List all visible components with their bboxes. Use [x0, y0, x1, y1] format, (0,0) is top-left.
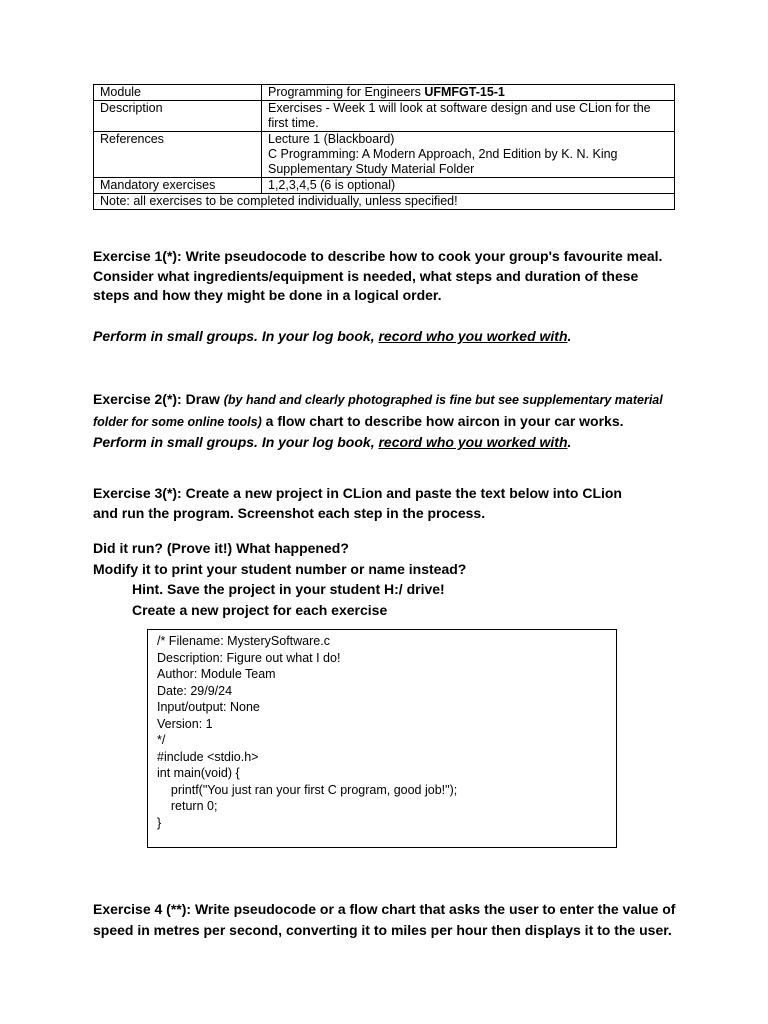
table-label-references: References	[94, 132, 262, 178]
exercise-3-hint-2: Create a new project for each exercise	[132, 601, 388, 618]
table-label-module: Module	[94, 85, 262, 101]
table-note: Note: all exercises to be completed individually, unless specified!	[94, 194, 675, 210]
table-row	[94, 178, 675, 194]
code-line: Date: 29/9/24	[157, 683, 233, 698]
perform-period: .	[567, 434, 572, 450]
table-value-module	[262, 85, 675, 101]
exercise-2-perform	[93, 433, 678, 453]
module-code: UFMFGT-15-1	[424, 85, 505, 99]
code-line: #include <stdio.h>	[157, 749, 259, 764]
module-name: Programming for Engineers	[268, 85, 425, 99]
table-row	[94, 132, 675, 178]
table-row	[94, 194, 675, 210]
table-value-description: Exercises - Week 1 will look at software design and use CLion for the first time.	[262, 101, 675, 132]
exercise-1-text: Exercise 1(*): Write pseudocode to describe how to cook your group's favourite meal. Consider what ingredients/equipment is needed, what steps and duration of these steps and how they might be done in a logical order.	[93, 248, 663, 303]
reference-item: Lecture 1 (Blackboard)	[268, 132, 395, 146]
exercise-3-question-2: Modify it to print your student number or name instead?	[93, 560, 467, 577]
table-label-mandatory: Mandatory exercises	[94, 178, 262, 194]
reference-item: Supplementary Study Material Folder	[268, 162, 475, 176]
exercise-3-hint-1: Hint. Save the project in your student H:/ drive!	[132, 581, 445, 597]
reference-item: C Programming: A Modern Approach, 2nd Edition by K. N. King	[268, 147, 618, 161]
table-value-mandatory: 1,2,3,4,5 (6 is optional)	[262, 178, 675, 194]
exercise-3-questions	[93, 538, 678, 620]
code-line: /* Filename: MysterySoftware.c	[157, 634, 330, 648]
table-row	[94, 101, 675, 132]
exercise-3-question-1: Did it run? (Prove it!) What happened?	[93, 540, 349, 556]
code-sample-box	[147, 629, 617, 848]
code-line: return 0;	[157, 799, 218, 813]
table-value-references	[262, 132, 675, 178]
code-line: printf("You just ran your first C program, good job!");	[157, 782, 458, 797]
table-label-description: Description	[94, 101, 262, 132]
code-line: Version: 1	[157, 716, 213, 731]
exercise-2-text	[93, 389, 678, 433]
exercise-3-text: Exercise 3(*): Create a new project in CLion and paste the text below into CLion and run the program. Screenshot each step in the process.	[93, 485, 622, 521]
module-info-table	[93, 84, 675, 210]
exercise-2-title: Exercise 2(*): Draw	[93, 391, 224, 407]
code-line: int main(void) {	[157, 766, 240, 780]
exercise-2-aside: (by hand and clearly photographed is fine but see supplementary material folder for some online tools)	[93, 393, 663, 429]
perform-text: Perform in small groups. In your log book,	[93, 328, 379, 344]
exercise-2-rest: a flow chart to describe how aircon in your car works.	[261, 413, 624, 429]
code-line: Description: Figure out what I do!	[157, 650, 341, 665]
code-line: */	[157, 733, 166, 747]
exercise-4-text: Exercise 4 (**): Write pseudocode or a flow chart that asks the user to enter the value of speed in metres per second, converting it to miles per hour then displays it to the user.	[93, 901, 676, 938]
perform-text: Perform in small groups. In your log book,	[93, 434, 379, 450]
record-who-worked-with: record who you worked with	[378, 328, 568, 344]
table-row	[94, 85, 675, 101]
code-line: Input/output: None	[157, 700, 260, 714]
code-line: }	[157, 815, 162, 830]
record-who-worked-with: record who you worked with	[378, 434, 568, 450]
exercise-1-perform	[93, 327, 678, 347]
perform-period: .	[567, 328, 572, 344]
code-line: Author: Module Team	[157, 667, 276, 681]
